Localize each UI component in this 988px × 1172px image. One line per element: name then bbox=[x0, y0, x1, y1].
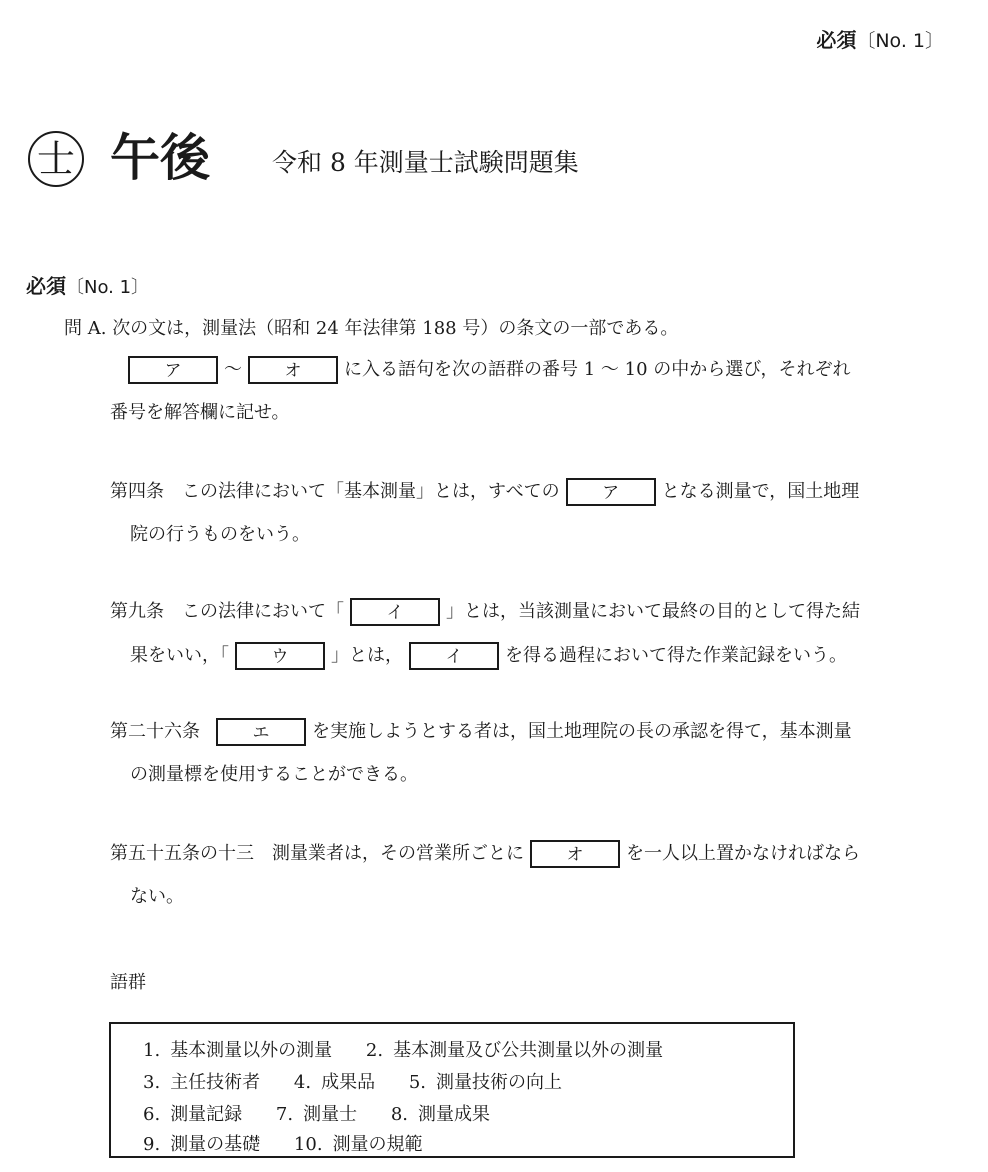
word-option: 基本測量以外の測量 bbox=[170, 1040, 333, 1061]
article-9-l2-mid: 」とは， bbox=[331, 645, 403, 666]
word-option: 成果品 bbox=[321, 1072, 376, 1093]
word-option: 基本測量及び公共測量以外の測量 bbox=[393, 1040, 664, 1061]
instruction-line bbox=[128, 356, 851, 384]
article-26-text-pre: 第二十六条 bbox=[110, 721, 200, 742]
afternoon-title: 午後 bbox=[110, 129, 210, 187]
book-title: 令和 8 年測量士試験問題集 bbox=[272, 148, 579, 177]
article-26-line-2: の測量標を使用することができる。 bbox=[130, 764, 418, 785]
article-26-text-post: を実施しようとする者は，国土地理院の長の承認を得て，基本測量 bbox=[312, 721, 852, 742]
article-55-text-pre: 第五十五条の十三 測量業者は，その営業所ごとに bbox=[110, 843, 524, 864]
article-9-l2-post: を得る過程において得た作業記録をいう。 bbox=[505, 645, 847, 666]
license-circle-char: 士 bbox=[36, 137, 75, 181]
article-26-line-1 bbox=[110, 718, 852, 746]
article-55-13-line-2: ない。 bbox=[130, 886, 184, 907]
article-4-text-pre: 第四条 この法律において「基本測量」とは，すべての bbox=[110, 481, 560, 502]
word-option: 測量技術の向上 bbox=[436, 1072, 563, 1093]
word-group-row-2 bbox=[143, 1068, 590, 1094]
word-num: 5. bbox=[408, 1072, 427, 1093]
word-option: 主任技術者 bbox=[170, 1072, 261, 1093]
article-4-line-2: 院の行うものをいう。 bbox=[130, 524, 310, 545]
article-9-line-1 bbox=[110, 598, 860, 626]
section-question-number: 〔No. 1〕 bbox=[66, 277, 150, 298]
license-circle-badge bbox=[28, 131, 84, 187]
word-group-row-3 bbox=[143, 1100, 518, 1126]
blank-u-article-9: ウ bbox=[235, 642, 325, 670]
article-9-text-mid: 」とは，当該測量において最終の目的として得た結 bbox=[446, 601, 860, 622]
word-num: 4. bbox=[293, 1072, 312, 1093]
word-option: 測量士 bbox=[303, 1104, 358, 1125]
blank-i-article-9: イ bbox=[350, 598, 440, 626]
word-num: 1. bbox=[143, 1040, 161, 1061]
question-intro-text: 次の文は，測量法（昭和 24 年法律第 188 号）の条文の一部である。 bbox=[112, 318, 679, 339]
word-num: 6. bbox=[143, 1104, 161, 1125]
blank-i-article-9-second: イ bbox=[409, 642, 499, 670]
word-option: 測量の規範 bbox=[332, 1134, 423, 1155]
word-num: 8. bbox=[390, 1104, 409, 1125]
word-group-row-4 bbox=[143, 1130, 451, 1156]
blank-a: ア bbox=[128, 356, 218, 384]
blank-o-article-55: オ bbox=[530, 840, 620, 868]
instruction-text: に入る語句を次の語群の番号 1 ～ 10 の中から選び，それぞれ bbox=[344, 359, 851, 380]
header-question-tag bbox=[816, 24, 944, 53]
article-9-l2-pre: 果をいい，「 bbox=[130, 645, 229, 666]
word-group-label: 語群 bbox=[110, 972, 146, 993]
word-option: 測量の基礎 bbox=[170, 1134, 261, 1155]
word-num: 10. bbox=[293, 1134, 323, 1155]
section-question-tag bbox=[26, 270, 149, 299]
blank-o: オ bbox=[248, 356, 338, 384]
word-num: 3. bbox=[143, 1072, 161, 1093]
header-question-number: 〔No. 1〕 bbox=[856, 30, 944, 52]
instruction-tilde: ～ bbox=[224, 359, 242, 380]
question-intro bbox=[64, 316, 678, 342]
article-55-13-line-1 bbox=[110, 840, 860, 868]
blank-a-article-4: ア bbox=[566, 478, 656, 506]
section-required-label: 必須 bbox=[26, 274, 66, 298]
word-option: 測量成果 bbox=[418, 1104, 491, 1125]
article-4-line-1 bbox=[110, 478, 859, 506]
instruction-line-2: 番号を解答欄に記せ。 bbox=[110, 402, 290, 423]
word-num: 9. bbox=[143, 1134, 161, 1155]
article-9-line-2 bbox=[130, 642, 847, 670]
word-num: 7. bbox=[275, 1104, 294, 1125]
article-4-text-post: となる測量で，国土地理 bbox=[661, 481, 860, 502]
blank-e-article-26: エ bbox=[216, 718, 306, 746]
article-55-text-post: を一人以上置かなければなら bbox=[626, 843, 860, 864]
word-group-box bbox=[109, 1022, 795, 1158]
question-label: 問 A. bbox=[64, 318, 107, 339]
word-num: 2. bbox=[365, 1040, 384, 1061]
word-option: 測量記録 bbox=[170, 1104, 243, 1125]
header-required-label: 必須 bbox=[816, 28, 857, 52]
article-9-text-pre: 第九条 この法律において「 bbox=[110, 601, 344, 622]
word-group-row-1 bbox=[143, 1036, 691, 1062]
